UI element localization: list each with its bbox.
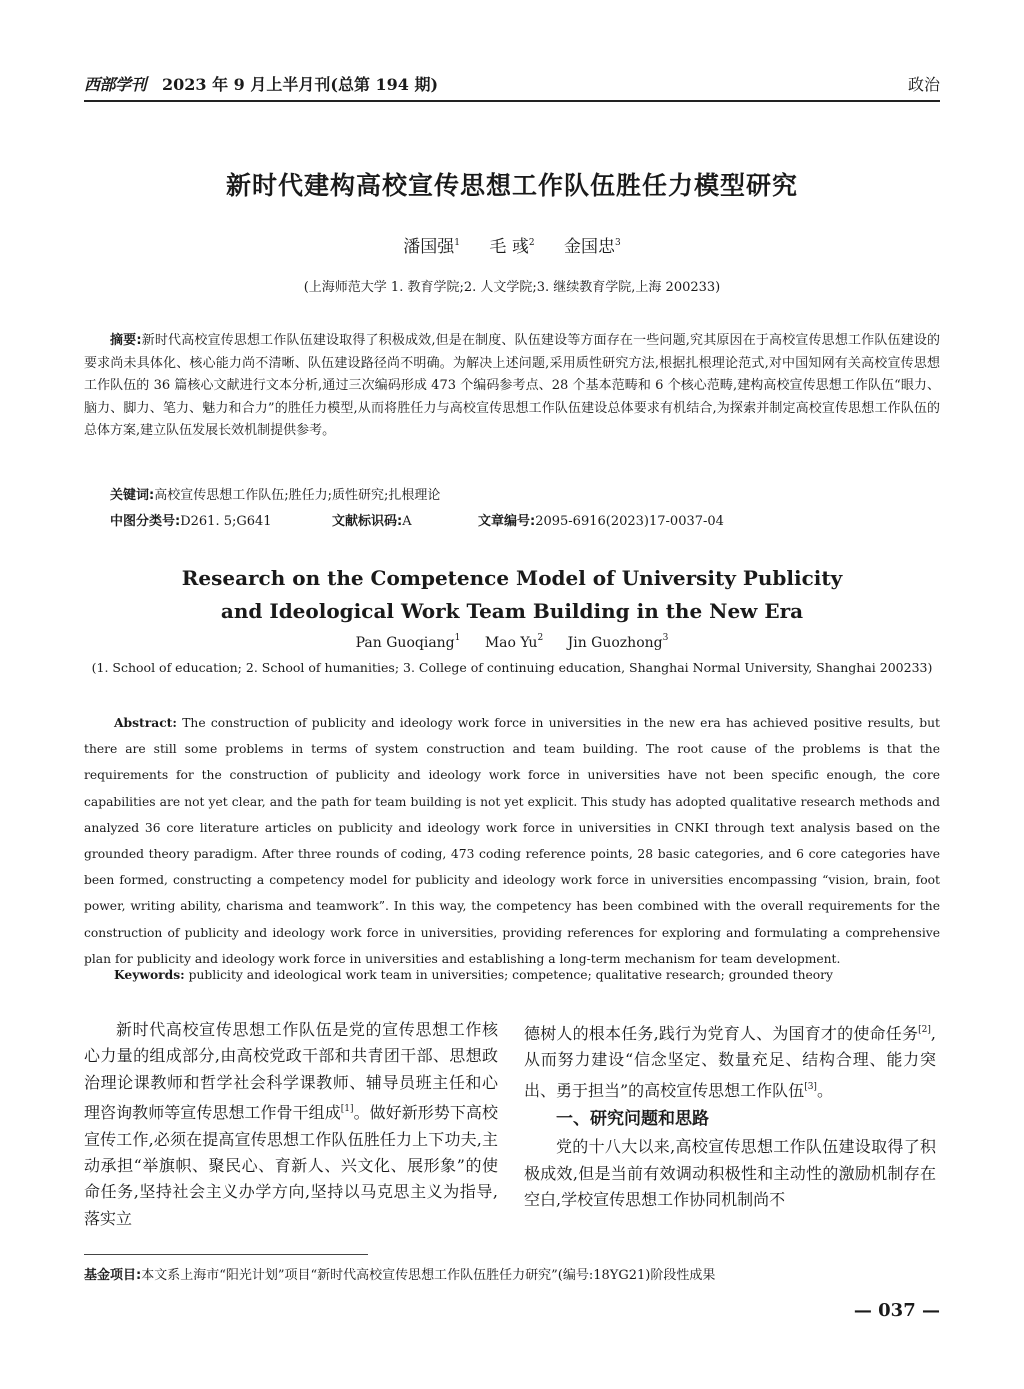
author-en-3 (568, 635, 669, 651)
funding-label: 基金项目: (84, 1268, 142, 1283)
citation-ref: [3] (804, 1081, 817, 1092)
author-list-cn (0, 232, 1024, 257)
abstract-cn-label: 摘要: (110, 333, 142, 348)
body-column-right (524, 1017, 936, 1213)
paper-title-en (0, 562, 1024, 628)
abstract-en-label: Abstract: (114, 715, 177, 730)
footnote-rule (84, 1254, 368, 1255)
clc-value: D261. 5;G641 (180, 514, 272, 529)
affiliation-en: (1. School of education; 2. School of humanities; 3. College of continuing education, Shanghai Normal University, Shanghai 200233) (91, 660, 933, 675)
document-code (332, 510, 412, 529)
keywords-en-label: Keywords: (114, 967, 185, 982)
body-column-left (84, 1017, 498, 1232)
abstract-en (84, 710, 940, 972)
paragraph-text: 党的十八大以来,高校宣传思想工作队伍建设取得了积极成效,但是当前有效调动积极性和主动性的激励机制存在空白,学校宣传思想工作协同机制尚不 (524, 1137, 936, 1210)
keywords-en-text: publicity and ideological work team in universities; competence; qualitative research; grounded theory (188, 968, 834, 982)
author-affil-mark: 2 (528, 238, 535, 248)
funding-text: 本文系上海市“阳光计划”项目“新时代高校宣传思想工作队伍胜任力研究”(编号:18YG21)阶段性成果 (141, 1268, 716, 1283)
page-number: — 037 — (853, 1300, 940, 1321)
citation-ref: [2] (918, 1025, 931, 1035)
clc-number (110, 510, 272, 529)
author-name: 潘国强 (403, 237, 455, 257)
paragraph-text: 。 (816, 1080, 833, 1100)
author-list-en (0, 633, 1024, 651)
author-cn-3 (564, 237, 621, 257)
abstract-cn-text: 新时代高校宣传思想工作队伍建设取得了积极成效,但是在制度、队伍建设等方面存在一些问题,究其原因在于高校宣传思想工作队伍建设的要求尚未具体化、核心能力尚不清晰、队伍建设路径尚不明确。为解决上述问题,采用质性研究方法,根据扎根理论范式,对中国知网有关高校宣传思想工作队伍的 36 篇核心文献进行文本分析,通过三次编码形成 473 个编码参考点、28 个基本范畴和 6 个核心范畴,建构高校宣传思想工作队伍“眼力、脑力、脚力、笔力、魅力和合力”的胜任力模型,从而将胜任力与高校宣传思想工作队伍建设总体要求有机结合,为探索并制定高校宣传思想工作队伍的总体方案,建立队伍发展长效机制提供参考。 (84, 333, 940, 439)
author-affil-mark: 3 (614, 238, 621, 248)
author-name: 毛 彧 (489, 237, 529, 257)
author-en-2 (485, 635, 543, 651)
author-name: 金国忠 (563, 237, 615, 257)
paragraph-text: 。做好新形势下高校宣传工作,必须在提高宣传思想工作队伍胜任力上下功夫,主动承担“举旗帜、聚民心、育新人、兴文化、展形象”的使命任务,坚持社会主义办学方向,坚持以马克思主义为指导,落实立 (84, 1103, 498, 1228)
running-header (84, 72, 940, 98)
author-cn-1 (403, 237, 460, 257)
abstract-cn (84, 330, 940, 443)
abstract-en-text: The construction of publicity and ideology work force in universities in the new era has achieved positive results, but there are still some problems in terms of system construction and team building. The root cause of the problems is that the requirements for the construction of publicity and ideology work force in universities have not been specific enough, the core capabilities are not yet clear, and the path for team building is not yet explicit. This study has adopted qualitative research methods and analyzed 36 core literature articles on publicity and ideology work force in universities in CNKI through text analysis based on the grounded theory paradigm. After three rounds of coding, 473 coding reference points, 28 basic categories, and 6 core categories have been formed, constructing a competency model for publicity and ideology work force in universities encompassing “vision, brain, foot power, writing ability, charisma and teamwork”. In this way, the competency has been combined with the overall requirements for the construction of publicity and ideology work force in universities, providing references for exploring and formulating a comprehensive plan for publicity and ideology work force in universities and establishing a long-term mechanism for team development. (84, 716, 940, 966)
author-affil-mark: 2 (537, 633, 544, 643)
article-label: 文章编号: (478, 514, 536, 529)
paragraph-text: ,从而努力建设“信念坚定、数量充足、结构合理、能力突出、勇于担当”的高校宣传思想工作队伍 (524, 1024, 936, 1100)
article-number (478, 510, 724, 529)
funding-footnote (84, 1264, 715, 1283)
clc-label: 中图分类号: (110, 514, 181, 529)
body-paragraph (524, 1134, 936, 1213)
citation-ref: [1] (340, 1104, 354, 1115)
author-en-1 (356, 635, 461, 651)
keywords-en (114, 967, 833, 982)
body-paragraph (524, 1017, 936, 1104)
section-heading: 一、研究问题和思路 (556, 1109, 709, 1130)
body-paragraph (84, 1017, 498, 1232)
article-value: 2095-6916(2023)17-0037-04 (535, 514, 724, 529)
author-affil-mark: 3 (662, 633, 669, 643)
title-en-line-2: and Ideological Work Team Building in the New Era (220, 599, 804, 623)
classification-row (110, 510, 810, 530)
author-affil-mark: 1 (454, 238, 461, 248)
keywords-cn-text: 高校宣传思想工作队伍;胜任力;质性研究;扎根理论 (154, 488, 441, 503)
paragraph-text: 新时代高校宣传思想工作队伍是党的宣传思想工作核心力量的组成部分,由高校党政干部和共青团干部、思想政治理论课教师和哲学社会科学课教师、辅导员班主任和心理咨询教师等宣传思想工作骨干组成 (84, 1020, 498, 1123)
affiliation-cn: (上海师范大学 1. 教育学院;2. 人文学院;3. 继续教育学院,上海 200233) (303, 280, 721, 295)
author-name: Mao Yu (484, 635, 538, 651)
section-label: 政治 (907, 75, 940, 94)
doc-value: A (402, 514, 412, 529)
author-cn-2 (489, 237, 534, 257)
header-rule (84, 100, 940, 102)
author-name: Jin Guozhong (567, 635, 663, 651)
paper-title-cn: 新时代建构高校宣传思想工作队伍胜任力模型研究 (225, 171, 798, 200)
keywords-cn (110, 484, 440, 503)
keywords-cn-label: 关键词: (110, 488, 155, 503)
journal-name: 西部学刊 (84, 75, 147, 94)
title-en-line-1: Research on the Competence Model of University Publicity (181, 566, 843, 590)
paragraph-text: 德树人的根本任务,践行为党育人、为国育才的使命任务 (524, 1024, 919, 1043)
author-name: Pan Guoqiang (355, 635, 455, 651)
doc-label: 文献标识码: (332, 514, 403, 529)
issue-info: 2023 年 9 月上半月刊(总第 194 期) (162, 75, 439, 94)
author-affil-mark: 1 (454, 633, 461, 643)
